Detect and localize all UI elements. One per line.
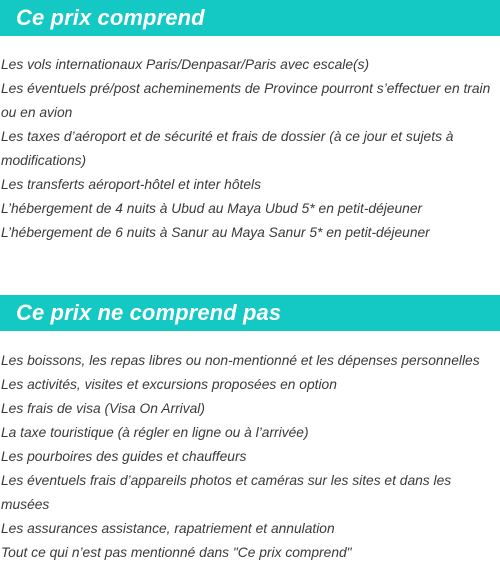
included-item-taxes: Les taxes d’aéroport et de sécurité et frais de dossier (à ce jour et sujets à modifications) — [1, 129, 454, 168]
excluded-item-drinks-meals: Les boissons, les repas libres ou non-mentionné et les dépenses personnelles — [1, 353, 480, 368]
included-list — [0, 36, 500, 245]
excluded-header — [0, 295, 500, 331]
included-header — [0, 0, 500, 36]
included-section — [0, 0, 500, 245]
excluded-item-everything-else: Tout ce qui n’est pas mentionné dans "Ce prix comprend" — [1, 545, 352, 560]
excluded-item-tips: Les pourboires des guides et chauffeurs — [1, 449, 247, 464]
included-item-flights: Les vols internationaux Paris/Denpasar/Paris avec escale(s) — [1, 57, 370, 72]
excluded-item-insurance: Les assurances assistance, rapatriement et annulation — [1, 521, 335, 536]
excluded-item-visa: Les frais de visa (Visa On Arrival) — [1, 401, 205, 416]
excluded-section — [0, 295, 500, 565]
excluded-item-tourist-tax: La taxe touristique (à régler en ligne ou à l’arrivée) — [1, 425, 309, 440]
excluded-item-optional-activities: Les activités, visites et excursions proposées en option — [1, 377, 337, 392]
excluded-title: Ce prix ne comprend pas — [16, 300, 282, 325]
excluded-list — [0, 331, 500, 565]
included-title: Ce prix comprend — [16, 5, 205, 30]
excluded-item-camera-fees: Les éventuels frais d’appareils photos et caméras sur les sites et dans les musées — [1, 473, 452, 512]
included-item-province-transfers: Les éventuels pré/post acheminements de Province pourront s’effectuer en train ou en avion — [1, 81, 491, 120]
included-item-ubud-stay: L’hébergement de 4 nuits à Ubud au Maya Ubud 5* en petit-déjeuner — [1, 201, 423, 216]
included-item-sanur-stay: L’hébergement de 6 nuits à Sanur au Maya Sanur 5* en petit-déjeuner — [1, 225, 430, 240]
included-item-hotel-transfers: Les transferts aéroport-hôtel et inter hôtels — [1, 177, 261, 192]
